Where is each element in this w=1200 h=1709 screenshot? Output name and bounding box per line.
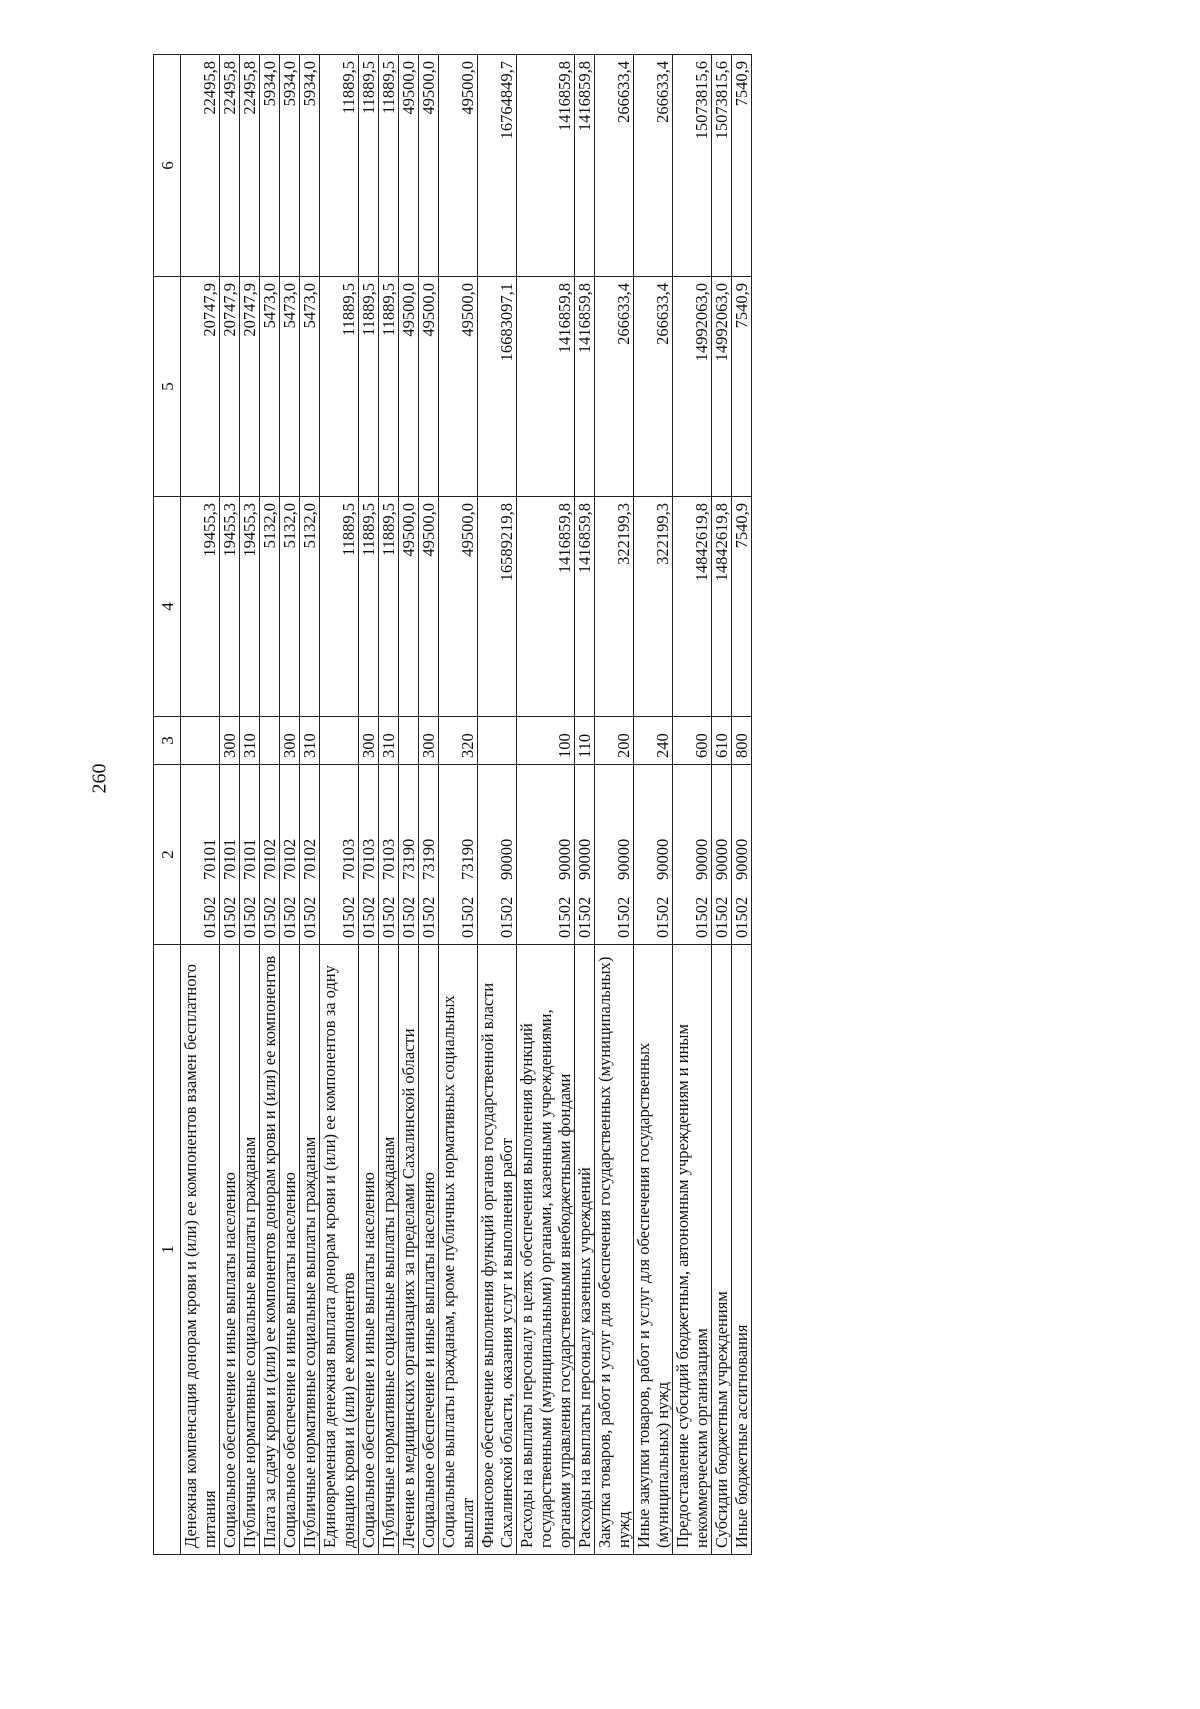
row-value-col4: 322199,3 [634, 497, 673, 717]
row-code [595, 765, 634, 945]
row-value-col5: 11889,5 [320, 277, 359, 497]
row-code-direction: 90000 [712, 838, 731, 880]
row-code [439, 765, 478, 945]
row-value-col5: 49500,0 [439, 277, 478, 497]
table-row [575, 55, 595, 1555]
row-name: Публичные нормативные социальные выплаты гражданам [379, 945, 399, 1555]
row-value-col4: 19455,3 [240, 497, 260, 717]
row-value-col6: 49500,0 [419, 55, 439, 277]
row-name: Публичные нормативные социальные выплаты гражданам [300, 945, 320, 1555]
row-code-program: 01502 [712, 896, 731, 938]
row-value-col4: 19455,3 [181, 497, 220, 717]
row-code [634, 765, 673, 945]
row-code-direction: 70102 [260, 838, 279, 880]
header-col-4: 4 [154, 497, 181, 717]
header-col-2: 2 [154, 765, 181, 945]
row-expense-group [181, 717, 220, 765]
row-expense-group [260, 717, 280, 765]
table-row [595, 55, 634, 1555]
row-name: Расходы на выплаты персоналу в целях обеспечения выполнения функций государственными (муниципальными) органами, казенными учреждениями, органами управления государственными внебюджетными фондами [517, 945, 575, 1555]
row-code [478, 765, 517, 945]
table-row [181, 55, 220, 1555]
row-value-col4: 19455,3 [220, 497, 240, 717]
row-value-col4: 16589219,8 [478, 497, 517, 717]
row-value-col6: 15073815,6 [712, 55, 732, 277]
row-name: Единовременная денежная выплата донорам крови и (или) ее компонентов за одну донацию крови и (или) ее компонентов [320, 945, 359, 1555]
row-code [673, 765, 712, 945]
row-value-col4: 14842619,8 [712, 497, 732, 717]
row-value-col4: 5132,0 [300, 497, 320, 717]
row-expense-group: 310 [300, 717, 320, 765]
row-code [575, 765, 595, 945]
row-value-col4: 11889,5 [320, 497, 359, 717]
row-value-col5: 5473,0 [260, 277, 280, 497]
page-number: 260 [88, 763, 111, 794]
row-expense-group: 300 [419, 717, 439, 765]
row-code-program: 01502 [692, 896, 711, 938]
row-value-col4: 49500,0 [439, 497, 478, 717]
row-value-col6: 22495,8 [220, 55, 240, 277]
row-value-col6: 5934,0 [260, 55, 280, 277]
row-code [399, 765, 419, 945]
table-row [300, 55, 320, 1555]
row-value-col5: 266633,4 [595, 277, 634, 497]
row-name: Предоставление субсидий бюджетным, автономным учреждениям и иным некоммерческим организациям [673, 945, 712, 1555]
row-code-direction: 73190 [399, 838, 418, 880]
row-value-col4: 1416859,8 [575, 497, 595, 717]
row-name: Лечение в медицинских организациях за пределами Сахалинской области [399, 945, 419, 1555]
row-value-col4: 1416859,8 [517, 497, 575, 717]
row-value-col4: 14842619,8 [673, 497, 712, 717]
row-code [181, 765, 220, 945]
row-code-program: 01502 [280, 896, 299, 938]
row-value-col6: 15073815,6 [673, 55, 712, 277]
table-row [280, 55, 300, 1555]
row-value-col4: 7540,9 [732, 497, 752, 717]
row-value-col6: 5934,0 [300, 55, 320, 277]
row-expense-group: 310 [240, 717, 260, 765]
row-code [240, 765, 260, 945]
row-name: Иные бюджетные ассигнования [732, 945, 752, 1555]
table-row [220, 55, 240, 1555]
row-value-col6: 11889,5 [320, 55, 359, 277]
table-row [240, 55, 260, 1555]
row-value-col4: 11889,5 [379, 497, 399, 717]
row-code-program: 01502 [555, 896, 574, 938]
row-value-col5: 20747,9 [220, 277, 240, 497]
header-col-3: 3 [154, 717, 181, 765]
row-value-col5: 266633,4 [634, 277, 673, 497]
row-value-col6: 16764849,7 [478, 55, 517, 277]
row-value-col5: 14992063,0 [673, 277, 712, 497]
row-name: Денежная компенсация донорам крови и (или) ее компонентов взамен бесплатного питания [181, 945, 220, 1555]
row-expense-group: 600 [673, 717, 712, 765]
table-row [419, 55, 439, 1555]
row-code [712, 765, 732, 945]
row-code-direction: 90000 [497, 838, 516, 880]
table-row [260, 55, 280, 1555]
row-name: Расходы на выплаты персоналу казенных учреждений [575, 945, 595, 1555]
table-row [439, 55, 478, 1555]
table-row [673, 55, 712, 1555]
row-code-program: 01502 [458, 896, 477, 938]
row-code-direction: 70103 [339, 838, 358, 880]
row-code [732, 765, 752, 945]
row-name: Социальное обеспечение и иные выплаты населению [220, 945, 240, 1555]
row-code-program: 01502 [732, 896, 751, 938]
row-name: Социальное обеспечение и иные выплаты населению [280, 945, 300, 1555]
row-value-col6: 1416859,8 [517, 55, 575, 277]
row-expense-group: 800 [732, 717, 752, 765]
row-name: Финансовое обеспечение выполнения функций органов государственной власти Сахалинской области, оказания услуг и выполнения работ [478, 945, 517, 1555]
table-row [732, 55, 752, 1555]
row-value-col5: 16683097,1 [478, 277, 517, 497]
row-code-direction: 90000 [555, 838, 574, 880]
row-expense-group: 100 [517, 717, 575, 765]
header-col-5: 5 [154, 277, 181, 497]
row-code [359, 765, 379, 945]
row-value-col5: 20747,9 [181, 277, 220, 497]
row-code-program: 01502 [653, 896, 672, 938]
row-code-program: 01502 [379, 896, 398, 938]
row-code [419, 765, 439, 945]
row-code-direction: 70102 [300, 838, 319, 880]
row-expense-group [320, 717, 359, 765]
row-code-program: 01502 [419, 896, 438, 938]
row-code-direction: 70102 [280, 838, 299, 880]
row-expense-group: 610 [712, 717, 732, 765]
row-code-program: 01502 [614, 896, 633, 938]
row-value-col6: 22495,8 [181, 55, 220, 277]
row-value-col4: 5132,0 [260, 497, 280, 717]
row-code [517, 765, 575, 945]
row-value-col5: 11889,5 [379, 277, 399, 497]
row-expense-group: 240 [634, 717, 673, 765]
row-expense-group [478, 717, 517, 765]
row-expense-group: 300 [280, 717, 300, 765]
row-value-col6: 49500,0 [399, 55, 419, 277]
row-code-program: 01502 [339, 896, 358, 938]
row-name: Социальные выплаты гражданам, кроме публичных нормативных социальных выплат [439, 945, 478, 1555]
row-code-program: 01502 [240, 896, 259, 938]
row-value-col6: 11889,5 [379, 55, 399, 277]
row-value-col5: 49500,0 [399, 277, 419, 497]
row-expense-group: 200 [595, 717, 634, 765]
row-code [260, 765, 280, 945]
row-value-col4: 11889,5 [359, 497, 379, 717]
row-expense-group: 300 [220, 717, 240, 765]
row-value-col6: 11889,5 [359, 55, 379, 277]
header-col-6: 6 [154, 55, 181, 277]
row-value-col4: 322199,3 [595, 497, 634, 717]
row-value-col4: 49500,0 [419, 497, 439, 717]
row-value-col6: 266633,4 [634, 55, 673, 277]
row-code-direction: 70101 [240, 838, 259, 880]
header-col-1: 1 [154, 945, 181, 1555]
row-code [280, 765, 300, 945]
row-code-direction: 70103 [379, 838, 398, 880]
row-value-col5: 11889,5 [359, 277, 379, 497]
row-code [379, 765, 399, 945]
row-value-col6: 5934,0 [280, 55, 300, 277]
row-code-direction: 90000 [653, 838, 672, 880]
table-row [379, 55, 399, 1555]
row-name: Плата за сдачу крови и (или) ее компонентов донорам крови и (или) ее компонентов [260, 945, 280, 1555]
row-code-program: 01502 [260, 896, 279, 938]
row-code-program: 01502 [359, 896, 378, 938]
row-expense-group: 300 [359, 717, 379, 765]
row-code-program: 01502 [220, 896, 239, 938]
row-code-direction: 73190 [458, 838, 477, 880]
budget-table [153, 54, 752, 1555]
row-code-direction: 90000 [575, 838, 594, 880]
row-expense-group: 310 [379, 717, 399, 765]
row-value-col5: 20747,9 [240, 277, 260, 497]
row-value-col4: 5132,0 [280, 497, 300, 717]
row-value-col5: 7540,9 [732, 277, 752, 497]
row-name: Публичные нормативные социальные выплаты гражданам [240, 945, 260, 1555]
row-expense-group: 110 [575, 717, 595, 765]
row-name: Социальное обеспечение и иные выплаты населению [419, 945, 439, 1555]
row-value-col5: 49500,0 [419, 277, 439, 497]
row-name: Иные закупки товаров, работ и услуг для обеспечения государственных (муниципальных) нужд [634, 945, 673, 1555]
row-value-col5: 5473,0 [280, 277, 300, 497]
row-code-program: 01502 [399, 896, 418, 938]
row-code-direction: 70103 [359, 838, 378, 880]
table-row [517, 55, 575, 1555]
table-body [181, 55, 752, 1555]
table-row [320, 55, 359, 1555]
table-row [399, 55, 419, 1555]
row-name: Закупка товаров, работ и услуг для обеспечения государственных (муниципальных) нужд [595, 945, 634, 1555]
budget-table-container [153, 55, 1073, 1555]
row-value-col5: 14992063,0 [712, 277, 732, 497]
row-value-col6: 22495,8 [240, 55, 260, 277]
row-code-program: 01502 [497, 896, 516, 938]
table-row [478, 55, 517, 1555]
table-row [359, 55, 379, 1555]
row-code-program: 01502 [200, 896, 219, 938]
table-row [634, 55, 673, 1555]
row-code-direction: 90000 [692, 838, 711, 880]
row-expense-group [399, 717, 419, 765]
row-name: Субсидии бюджетным учреждениям [712, 945, 732, 1555]
row-code-direction: 70101 [220, 838, 239, 880]
row-value-col6: 49500,0 [439, 55, 478, 277]
row-code [300, 765, 320, 945]
row-value-col5: 1416859,8 [517, 277, 575, 497]
row-code-direction: 90000 [614, 838, 633, 880]
row-code-program: 01502 [575, 896, 594, 938]
row-code-direction: 70101 [200, 838, 219, 880]
row-name: Социальное обеспечение и иные выплаты населению [359, 945, 379, 1555]
table-header-row [154, 55, 181, 1555]
table-row [712, 55, 732, 1555]
row-expense-group: 320 [439, 717, 478, 765]
row-value-col6: 7540,9 [732, 55, 752, 277]
row-code-program: 01502 [300, 896, 319, 938]
row-value-col5: 1416859,8 [575, 277, 595, 497]
row-value-col6: 1416859,8 [575, 55, 595, 277]
row-value-col6: 266633,4 [595, 55, 634, 277]
row-code [320, 765, 359, 945]
row-code-direction: 90000 [732, 838, 751, 880]
row-code-direction: 73190 [419, 838, 438, 880]
row-code [220, 765, 240, 945]
row-value-col5: 5473,0 [300, 277, 320, 497]
row-value-col4: 49500,0 [399, 497, 419, 717]
